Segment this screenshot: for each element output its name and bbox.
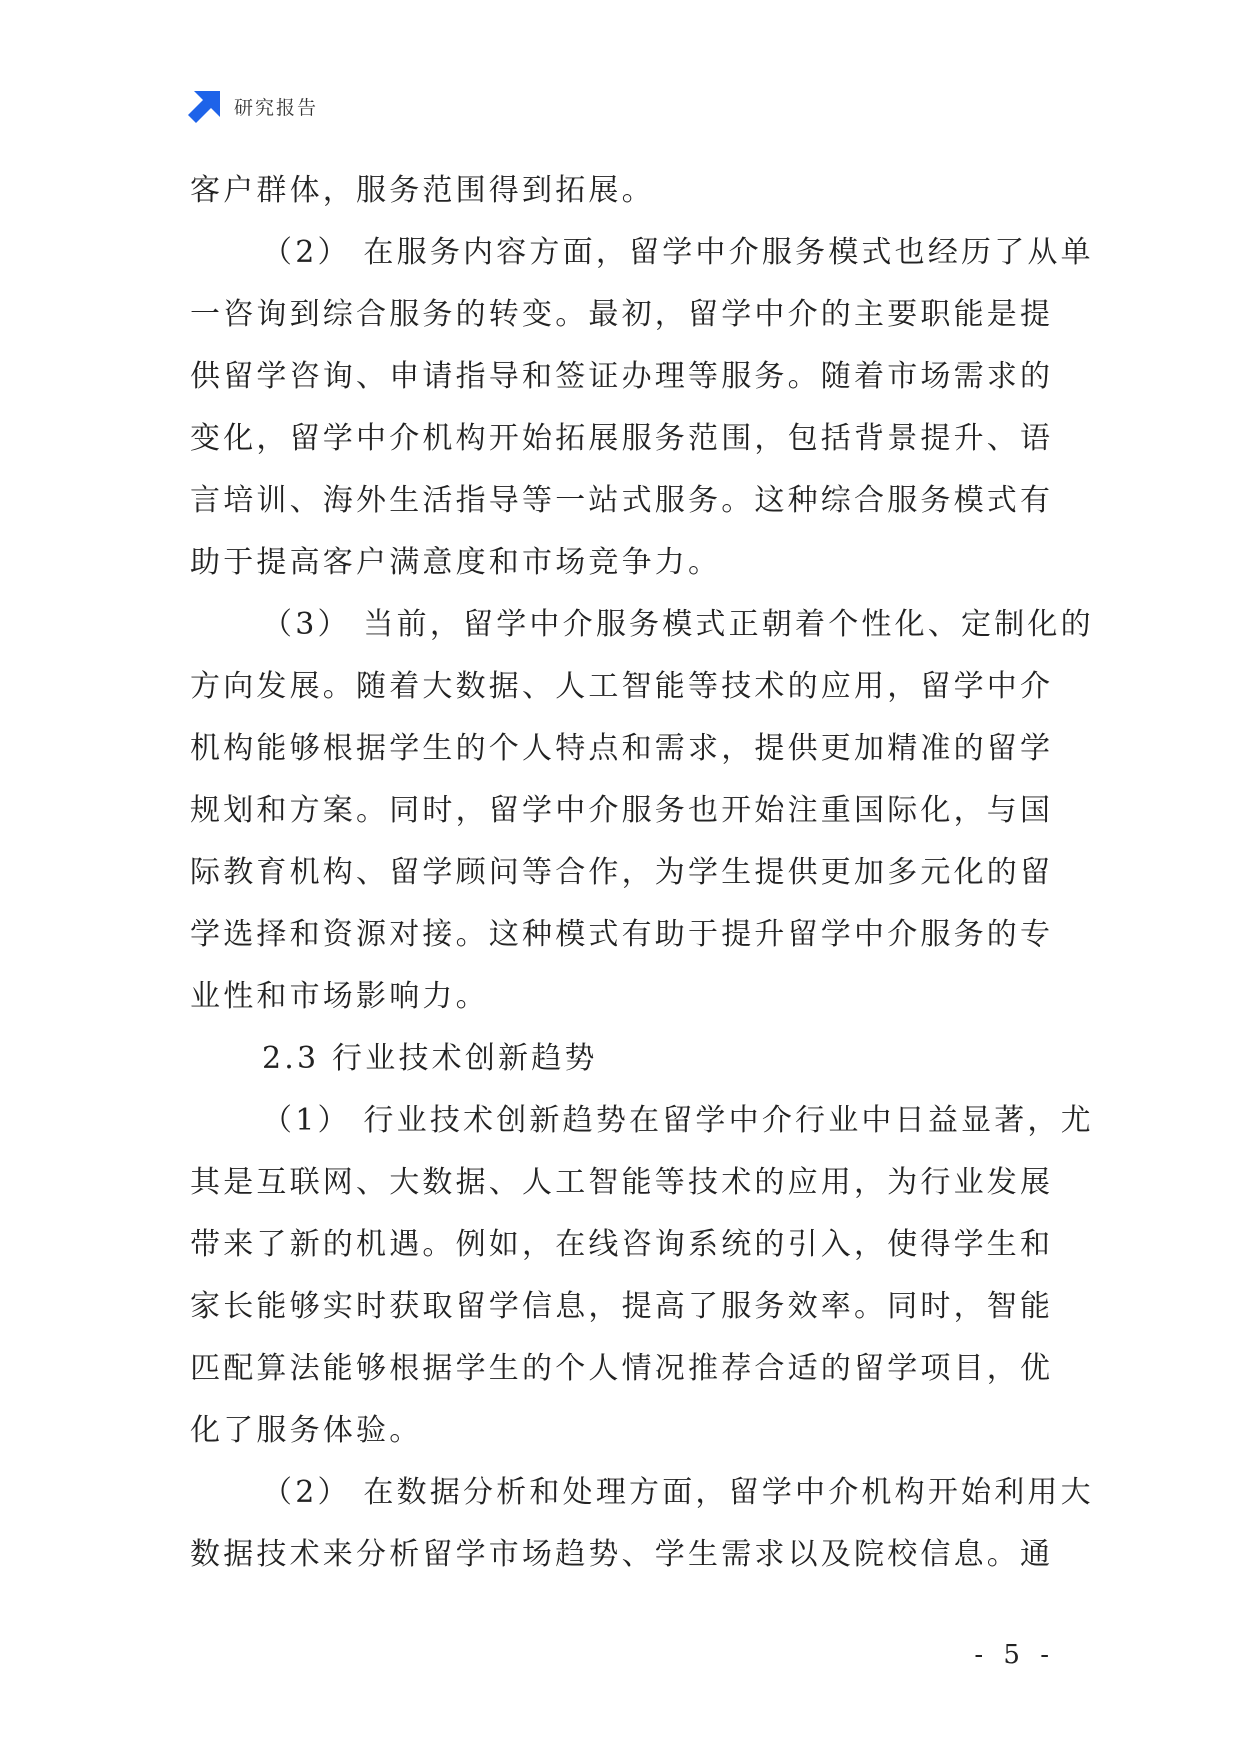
body-line: 一咨询到综合服务的转变。最初，留学中介的主要职能是提 [190, 297, 1054, 332]
page-number: - 5 - [974, 1640, 1055, 1670]
body-line: 机构能够根据学生的个人特点和需求，提供更加精准的留学 [190, 731, 1054, 766]
body-line: 学选择和资源对接。这种模式有助于提升留学中介服务的专 [190, 917, 1054, 952]
paragraph-start-line: （1） 行业技术创新趋势在留学中介行业中日益显著，尤 [262, 1103, 1094, 1138]
body-line: 带来了新的机遇。例如，在线咨询系统的引入，使得学生和 [190, 1227, 1054, 1262]
body-line: 言培训、海外生活指导等一站式服务。这种综合服务模式有 [190, 483, 1054, 518]
document-body [190, 160, 1094, 1586]
body-line: 数据技术来分析留学市场趋势、学生需求以及院校信息。通 [190, 1537, 1054, 1572]
body-line: 变化，留学中介机构开始拓展服务范围，包括背景提升、语 [190, 421, 1054, 456]
body-line: 助于提高客户满意度和市场竞争力。 [190, 545, 722, 580]
paragraph-start-line: （2） 在服务内容方面，留学中介服务模式也经历了从单 [262, 235, 1094, 270]
body-line: 业性和市场影响力。 [190, 979, 489, 1014]
body-line: 客户群体，服务范围得到拓展。 [190, 173, 655, 208]
arrow-up-right-icon [188, 89, 222, 123]
body-line: 其是互联网、大数据、人工智能等技术的应用，为行业发展 [190, 1165, 1054, 1200]
body-line: 家长能够实时获取留学信息，提高了服务效率。同时，智能 [190, 1289, 1054, 1324]
section-heading: 2.3 行业技术创新趋势 [262, 1041, 598, 1076]
header-title: 研究报告 [234, 96, 319, 119]
body-line: 供留学咨询、申请指导和签证办理等服务。随着市场需求的 [190, 359, 1054, 394]
body-line: 际教育机构、留学顾问等合作，为学生提供更加多元化的留 [190, 855, 1054, 890]
page-header [188, 88, 318, 124]
paragraph-start-line: （3） 当前，留学中介服务模式正朝着个性化、定制化的 [262, 607, 1094, 642]
body-line: 规划和方案。同时，留学中介服务也开始注重国际化，与国 [190, 793, 1054, 828]
body-line: 匹配算法能够根据学生的个人情况推荐合适的留学项目，优 [190, 1351, 1054, 1386]
body-line: 方向发展。随着大数据、人工智能等技术的应用，留学中介 [190, 669, 1054, 704]
body-line: 化了服务体验。 [190, 1413, 423, 1448]
paragraph-start-line: （2） 在数据分析和处理方面，留学中介机构开始利用大 [262, 1475, 1094, 1510]
